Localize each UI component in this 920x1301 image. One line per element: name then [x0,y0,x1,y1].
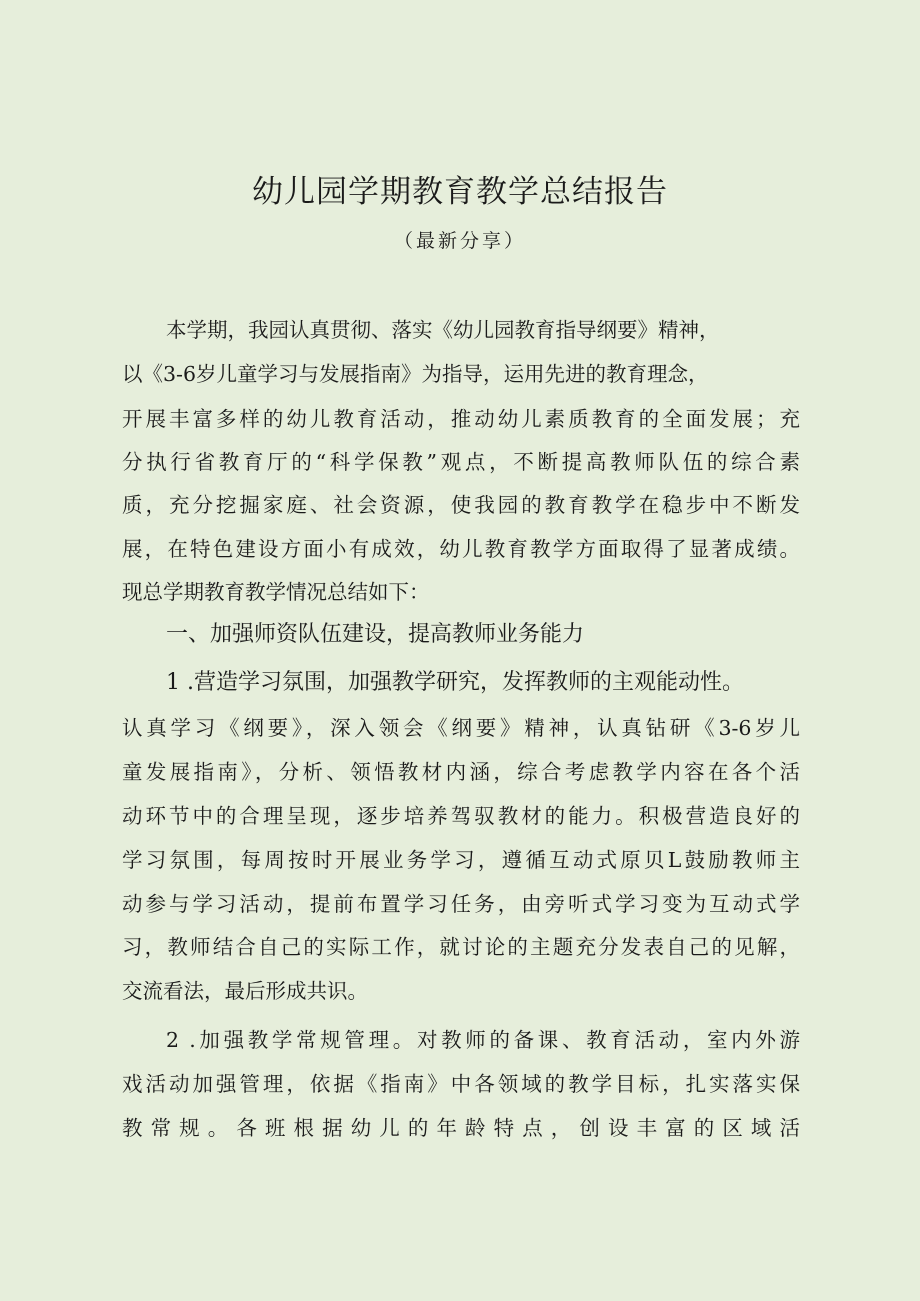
paragraph-line: 童发展指南》，分析、领悟教材内涵，综合考虑教学内容在各个活 [122,760,800,784]
paragraph-line: 交流看法，最后形成共识。 [122,979,368,1003]
document-subtitle: （最新分享） [393,230,526,252]
paragraph-line: 现总学期教育教学情况总结如下： [122,580,430,604]
paragraph-line: 教常规。各班根据幼儿的年龄特点，创设丰富的区域活 [122,1116,800,1140]
paragraph-line: 学习氛围，每周按时开展业务学习，遵循互动式原贝L鼓励教师主 [122,848,800,872]
section-heading: 一、加强师资队伍建设，提高教师业务能力 [166,622,585,647]
paragraph-line: 分执行省教育厅的“科学保教”观点，不断提高教师队伍的综合素 [122,450,800,474]
paragraph-line: 戏活动加强管理，依据《指南》中各领域的教学目标，扎实落实保 [122,1072,800,1096]
subsection-line: 2 .加强教学常规管理。对教师的备课、教育活动，室内外游 [166,1028,800,1052]
document-title: 幼儿园学期教育教学总结报告 [252,174,668,210]
paragraph-line: 认真学习《纲要》，深入领会《纲要》精神，认真钻研《3-6岁儿 [122,716,800,740]
paragraph-line: 以《3-6岁儿童学习与发展指南》为指导，运用先进的教育理念， [122,362,709,386]
paragraph-line: 开展丰富多样的幼儿教育活动，推动幼儿素质教育的全面发展；充 [122,407,800,431]
paragraph-line: 质，充分挖掘家庭、社会资源，使我园的教育教学在稳步中不断发 [122,493,800,517]
paragraph-line: 动参与学习活动，提前布置学习任务，由旁听式学习变为互动式学 [122,892,800,916]
paragraph-line: 动环节中的合理呈现，逐步培养驾驭教材的能力。积极营造良好的 [122,804,800,828]
paragraph-line: 本学期，我园认真贯彻、落实《幼儿园教育指导纲要》精神， [166,318,720,342]
paragraph-line: 习，教师结合自己的实际工作，就讨论的主题充分发表自己的见解， [122,935,800,959]
subsection-heading: 1 .营造学习氛围，加强教学研究，发挥教师的主观能动性。 [166,670,744,695]
paragraph-line: 展，在特色建设方面小有成效，幼儿教育教学方面取得了显著成绩。 [122,537,800,561]
